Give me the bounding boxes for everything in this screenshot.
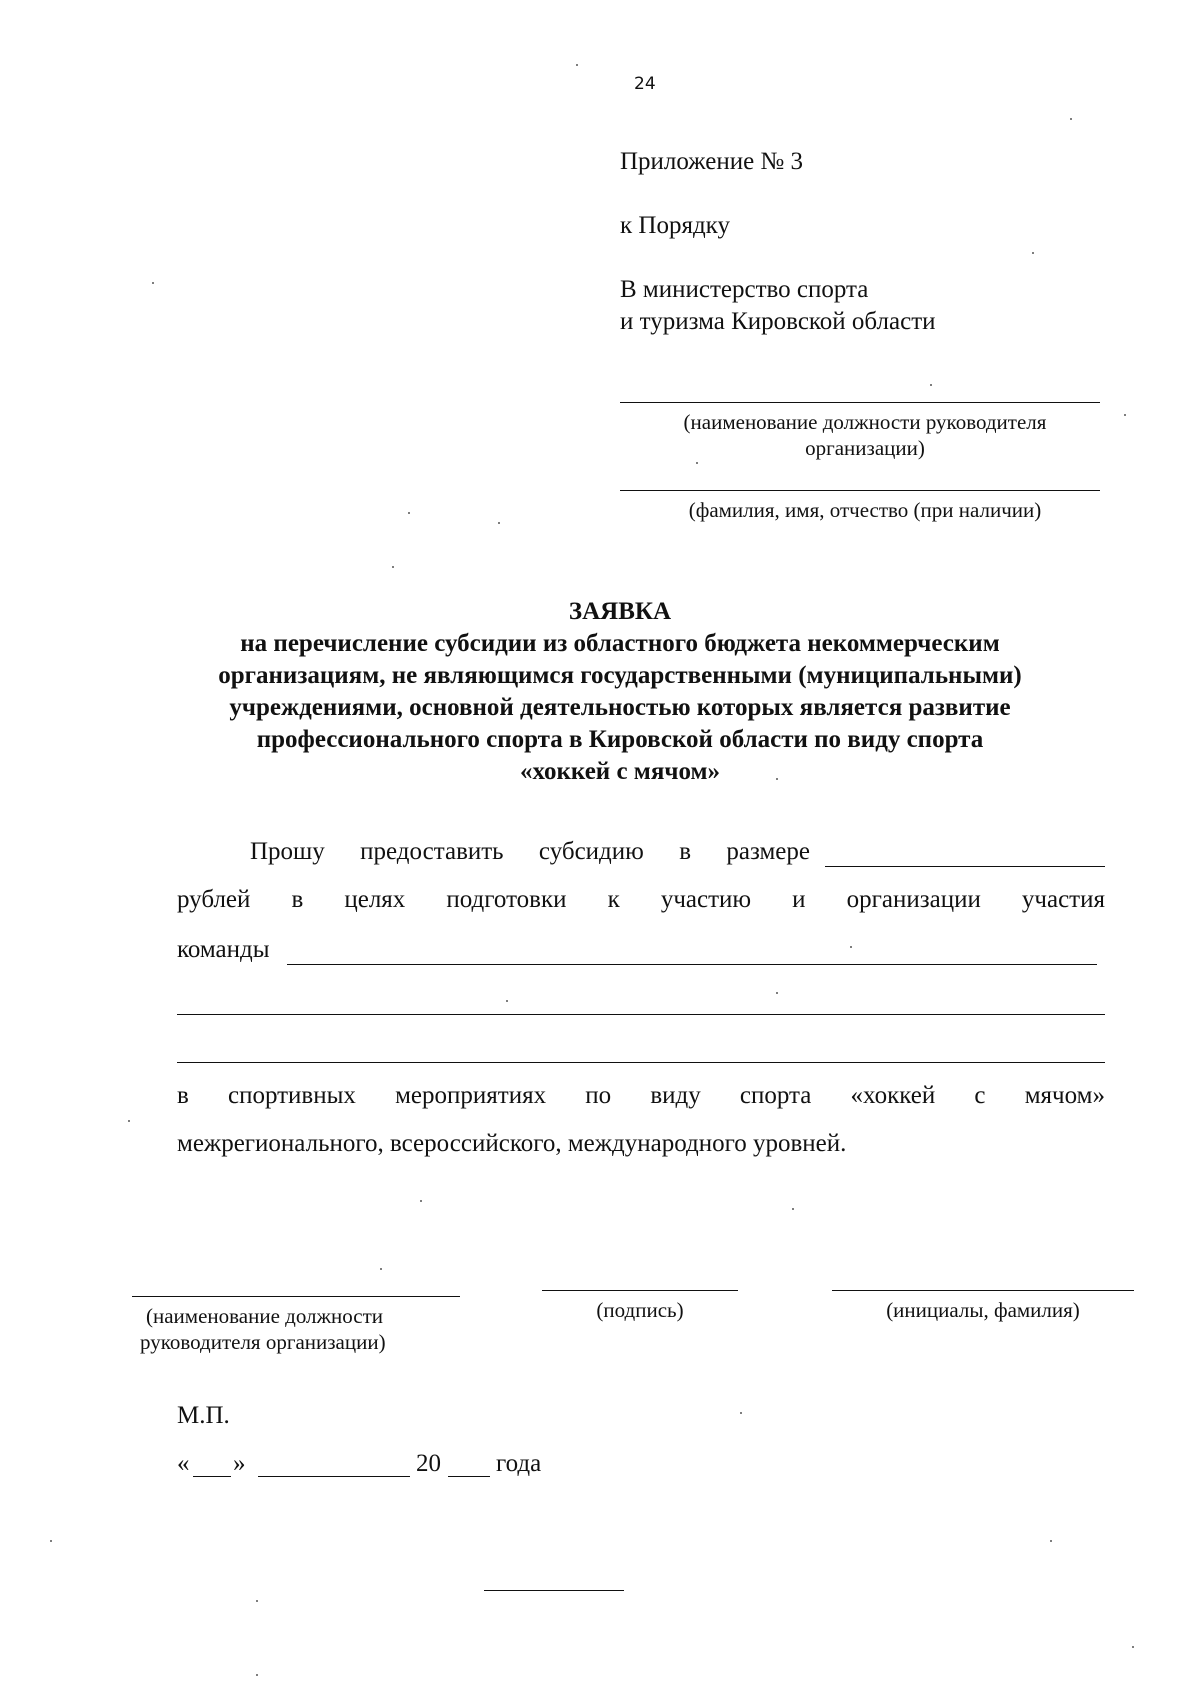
scan-speck [498, 522, 500, 524]
scan-speck [576, 64, 578, 66]
signer-position-caption-2: руководителя организации) [140, 1330, 386, 1354]
title-line-4: профессионального спорта в Кировской области по виду спорта [256, 726, 984, 753]
date-month-field[interactable] [258, 1476, 410, 1477]
signer-position-caption-1: (наименование должности [146, 1304, 384, 1328]
scan-speck [392, 566, 394, 568]
document-title: ЗАЯВКА [568, 598, 672, 625]
scan-speck [256, 1674, 258, 1676]
initials-caption: (инициалы, фамилия) [886, 1298, 1080, 1322]
scan-speck [776, 992, 778, 994]
level-line: межрегионального, всероссийского, международного уровней. [177, 1130, 847, 1157]
amount-field-line[interactable] [825, 866, 1105, 867]
position-field-line[interactable] [620, 402, 1100, 403]
addressee-line-1: В министерство спорта [620, 276, 869, 303]
scan-speck [152, 282, 154, 284]
team-field-line-1[interactable] [287, 964, 1097, 965]
scan-speck [420, 1200, 422, 1202]
scan-speck [256, 1600, 258, 1602]
date-year-field[interactable] [448, 1476, 490, 1477]
events-word: мероприятиях [395, 1082, 547, 1109]
appendix-reference: к Порядку [620, 212, 730, 239]
events-word: по [585, 1082, 612, 1109]
purpose-word: организации [846, 886, 981, 913]
scan-speck [50, 1540, 52, 1542]
scan-speck [1070, 118, 1072, 120]
date-quote-open: « [177, 1450, 190, 1477]
events-word: спортивных [227, 1082, 356, 1109]
purpose-word: участия [1021, 886, 1105, 913]
name-field-line[interactable] [620, 490, 1100, 491]
page-number: 24 [634, 74, 656, 94]
scan-speck [1124, 414, 1126, 416]
signer-position-line[interactable] [132, 1296, 460, 1297]
events-word: с [974, 1082, 986, 1109]
initials-line[interactable] [832, 1290, 1134, 1291]
purpose-word: целях [344, 886, 406, 913]
signature-line[interactable] [542, 1290, 738, 1291]
purpose-word: рублей [177, 886, 251, 913]
title-line-2: организациям, не являющимся государственными (муниципальными) [218, 662, 1022, 689]
addressee-line-2: и туризма Кировской области [620, 308, 936, 335]
scan-speck [408, 512, 410, 514]
scan-speck [1050, 1540, 1052, 1542]
title-line-5: «хоккей с мячом» [519, 758, 721, 785]
events-word: мячом» [1024, 1082, 1105, 1109]
scan-speck [696, 462, 698, 464]
request-word: субсидию [538, 838, 644, 865]
team-label: команды [177, 936, 270, 963]
scan-speck [380, 1268, 382, 1270]
purpose-word: к [607, 886, 620, 913]
events-word: спорта [739, 1082, 812, 1109]
position-caption-line-1: (наименование должности руководителя [683, 410, 1047, 434]
name-caption: (фамилия, имя, отчество (при наличии) [688, 498, 1042, 522]
scan-speck [930, 384, 932, 386]
date-year-prefix: 20 [416, 1450, 441, 1477]
date-quote-close: » [233, 1450, 246, 1477]
title-line-1: на перечисление субсидии из областного бюджета некоммерческим [240, 630, 1000, 657]
team-field-line-2[interactable] [177, 1014, 1105, 1015]
scan-speck [776, 778, 778, 780]
scan-speck [850, 946, 852, 948]
signature-caption: (подпись) [596, 1298, 684, 1322]
date-day-field[interactable] [193, 1476, 231, 1477]
purpose-word: участию [660, 886, 752, 913]
scan-speck [506, 1000, 508, 1002]
scan-speck [1132, 1646, 1134, 1648]
request-word: размере [726, 838, 810, 865]
purpose-word: в [291, 886, 304, 913]
appendix-number: Приложение № 3 [620, 148, 804, 175]
position-caption-line-2: организации) [805, 436, 925, 460]
events-word: в [177, 1082, 189, 1109]
request-word: в [679, 838, 691, 865]
events-line [177, 1082, 1105, 1110]
scan-speck [792, 1208, 794, 1210]
scan-speck [1032, 252, 1034, 254]
purpose-word: подготовки [446, 886, 567, 913]
events-word: «хоккей [850, 1082, 936, 1109]
closing-separator [484, 1590, 624, 1591]
events-word: виду [650, 1082, 701, 1109]
stamp-place: М.П. [177, 1402, 230, 1429]
purpose-word: и [792, 886, 806, 913]
date-year-suffix: года [496, 1450, 542, 1477]
request-word: Прошу [250, 838, 325, 865]
title-line-3: учреждениями, основной деятельностью которых является развитие [229, 694, 1011, 721]
request-line [250, 838, 810, 866]
scan-speck [740, 1412, 742, 1414]
scan-speck [128, 1120, 130, 1122]
purpose-line [177, 886, 1105, 914]
team-field-line-3[interactable] [177, 1062, 1105, 1063]
request-word: предоставить [360, 838, 504, 865]
